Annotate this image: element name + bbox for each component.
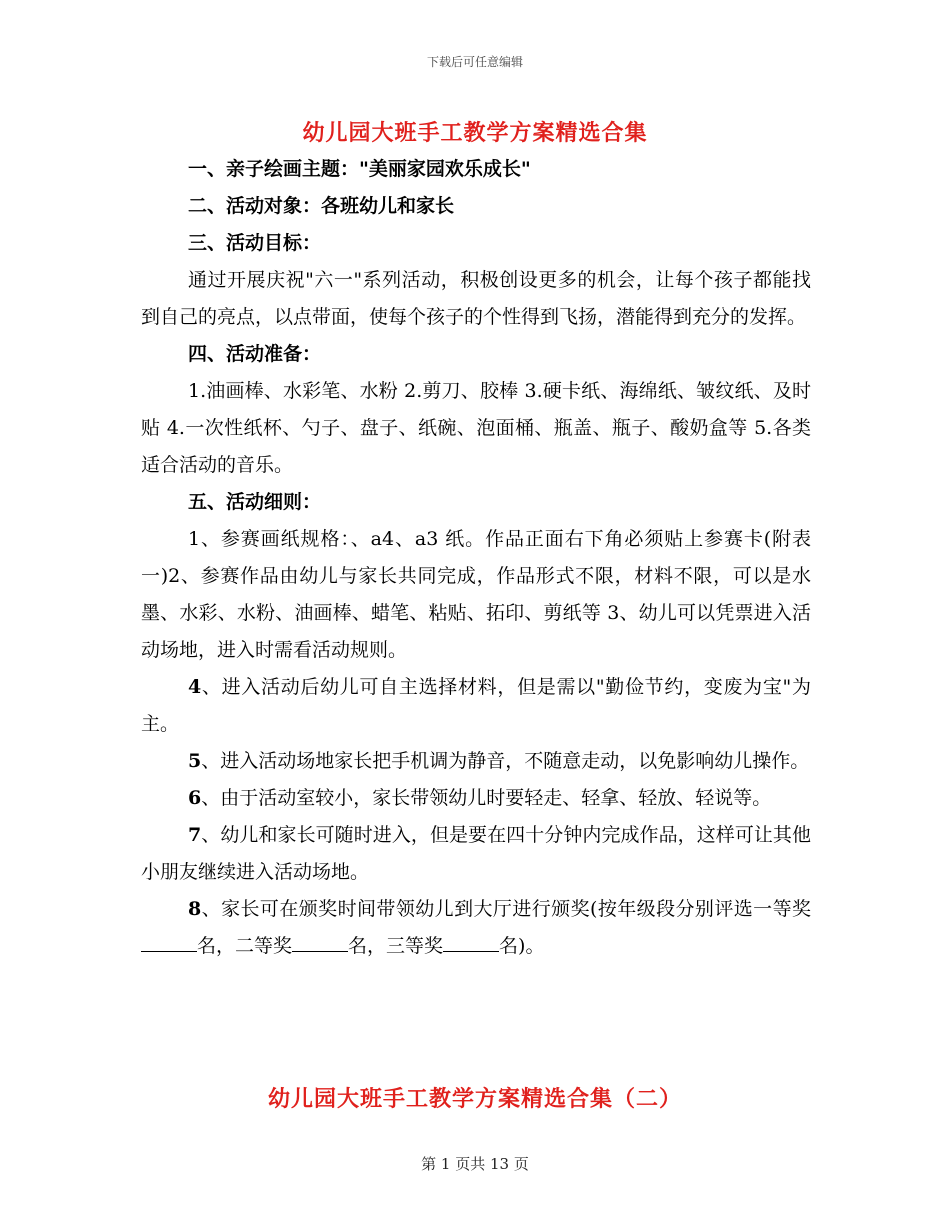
header-note: 下载后可任意编辑 <box>426 55 523 69</box>
section-heading-3: 三、活动目标： <box>188 232 322 254</box>
rule-8-text-a: 、家长可在颁奖时间带领幼儿到大厅进行颁奖(按年级段分别评选一等奖 <box>201 898 811 920</box>
second-title: 幼儿园大班手工教学方案精选合集（二） <box>267 1087 682 1112</box>
rule-6 <box>141 780 811 817</box>
rule-7-text: 、幼儿和家长可随时进入，但是要在四十分钟内完成作品，这样可让其他小朋友继续进入活动场地。 <box>141 824 811 883</box>
rule-8-text-d: 名)。 <box>499 935 545 957</box>
rule-1-3: 1、参赛画纸规格：、a4、a3 纸。作品正面右下角必须贴上参赛卡(附表一)2、参赛作品由幼儿与家长共同完成，作品形式不限，材料不限，可以是水墨、水彩、水粉、油画棒、蜡笔、粘贴、拓印、剪纸等 3、幼儿可以凭票进入活动场地，进入时需看活动规则。 <box>141 528 811 661</box>
rule-8 <box>141 891 811 965</box>
rule-5 <box>141 743 811 780</box>
section-body-4: 1.油画棒、水彩笔、水粉 2.剪刀、胶棒 3.硬卡纸、海绵纸、皱纹纸、及时贴 4.一次性纸杯、勺子、盘子、纸碗、泡面桶、瓶盖、瓶子、酸奶盒等 5.各类适合活动的音乐。 <box>141 380 811 476</box>
rule-6-number: 6 <box>188 787 202 809</box>
rule-5-text: 、进入活动场地家长把手机调为静音，不随意走动，以免影响幼儿操作。 <box>201 750 810 772</box>
blank-first-prize <box>141 934 197 952</box>
section-heading-1: 一、亲子绘画主题："美丽家园欢乐成长" <box>188 158 531 180</box>
rule-8-number: 8 <box>188 898 202 920</box>
section-body-3: 通过开展庆祝"六一"系列活动，积极创设更多的机会，让每个孩子都能找到自己的亮点，以点带面，使每个孩子的个性得到飞扬，潜能得到充分的发挥。 <box>141 269 811 328</box>
page-footer: 第 1 页共 13 页 <box>421 1155 529 1173</box>
blank-second-prize <box>292 934 348 952</box>
blank-third-prize <box>443 934 499 952</box>
rule-6-text: 、由于活动室较小，家长带领幼儿时要轻走、轻拿、轻放、轻说等。 <box>201 787 772 809</box>
rule-7-number: 7 <box>188 824 202 846</box>
rule-8-text-c: 名，三等奖 <box>348 935 444 957</box>
rule-5-number: 5 <box>188 750 202 772</box>
rule-4-number: 4 <box>188 676 202 698</box>
section-heading-5: 五、活动细则： <box>188 491 322 513</box>
rule-7 <box>141 817 811 891</box>
section-heading-4: 四、活动准备： <box>188 343 322 365</box>
rule-4-text: 、进入活动后幼儿可自主选择材料，但是需以"勤俭节约，变废为宝"为主。 <box>141 676 811 735</box>
section-heading-2: 二、活动对象：各班幼儿和家长 <box>188 195 455 217</box>
rule-8-text-b: 名，二等奖 <box>197 935 293 957</box>
document-title: 幼儿园大班手工教学方案精选合集 <box>302 121 648 146</box>
rule-4 <box>141 669 811 743</box>
document-body <box>141 151 811 965</box>
